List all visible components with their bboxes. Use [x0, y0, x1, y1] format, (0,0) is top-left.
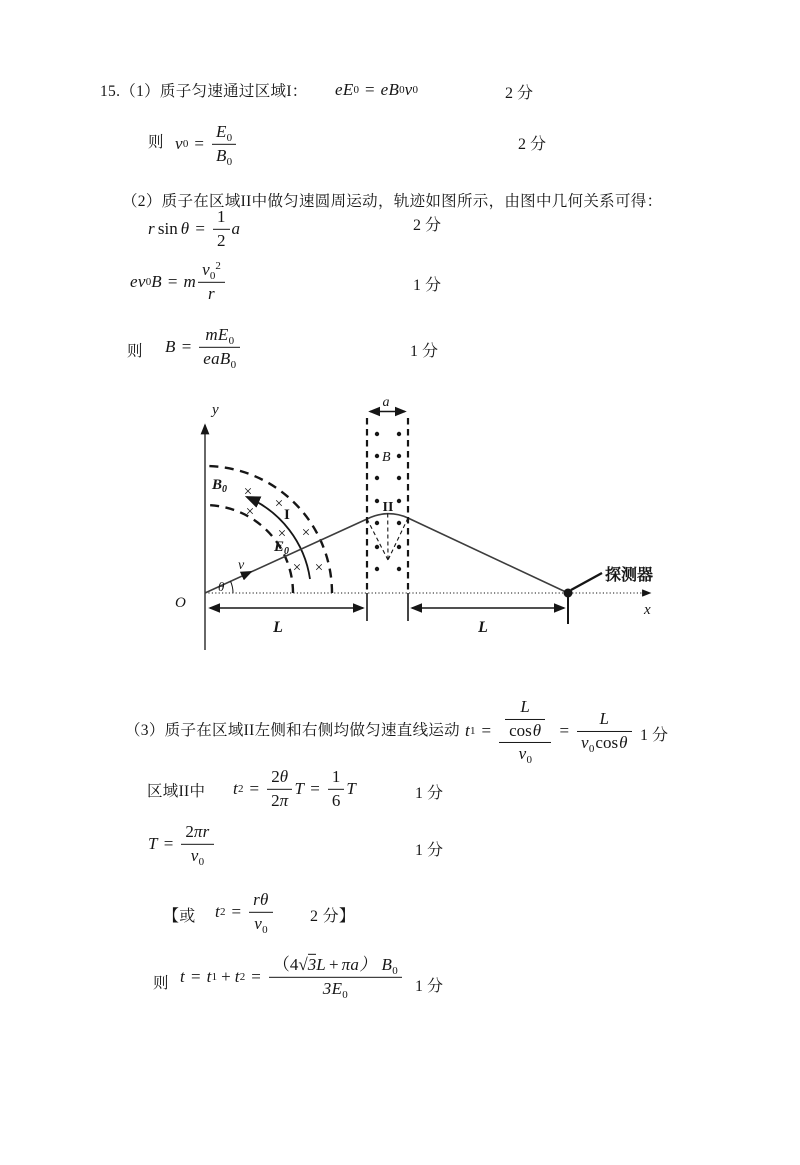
math-sub: 0	[392, 964, 398, 977]
math-token: 2	[185, 821, 194, 841]
math-sub: 0	[228, 334, 235, 347]
x-axis-label: x	[644, 602, 651, 618]
score-line4: 2 分	[413, 217, 442, 234]
math-token: t	[233, 779, 239, 798]
math-fn: cos	[595, 732, 619, 752]
formula-total-time: t = t 1 + t 2 = $\frac{(4√3L + \pi a) B_0}{3E_0}$	[180, 956, 404, 998]
region1-label: I	[284, 507, 290, 523]
math-sub: 0	[230, 358, 237, 371]
fraction	[269, 954, 402, 1001]
formula-eE0-eB0v0: eE 0 = eB 0 v 0	[335, 80, 419, 99]
math-token: t	[180, 967, 186, 986]
math-token: 3E	[322, 978, 343, 998]
cross-icon: ×	[314, 560, 324, 576]
score-line5: 1 分	[413, 277, 442, 294]
math-token: v	[190, 845, 199, 865]
math-eq: =	[191, 967, 201, 986]
math-token: ev	[130, 272, 146, 291]
cross-icon: ×	[274, 496, 284, 512]
math-sub: 0	[209, 269, 216, 282]
math-token: 3	[307, 954, 317, 974]
math-token: L	[316, 954, 326, 974]
math-token: v	[254, 913, 263, 933]
fraction	[212, 121, 236, 168]
cross-icon: ×	[245, 504, 255, 520]
physics-diagram	[165, 388, 705, 660]
cross-icon: ×	[301, 525, 311, 541]
math-sub: 0	[588, 742, 595, 755]
math-token: θ	[180, 219, 190, 238]
fraction	[213, 208, 230, 250]
math-token: t	[234, 967, 240, 986]
formula-B	[165, 324, 242, 371]
math-fn: sin	[157, 219, 178, 238]
math-eq: =	[249, 779, 260, 798]
math-token: θ	[279, 766, 289, 786]
line10-close: 2 分】	[310, 908, 356, 925]
math-token: rθ	[253, 889, 269, 909]
math-eq: =	[195, 219, 206, 238]
line3-text: （2）质子在区域II中做匀速圆周运动，轨迹如图所示，由图中几何关系可得：	[122, 193, 663, 210]
velocity-label: v	[238, 558, 245, 573]
math-sub: 0	[526, 754, 532, 767]
math-token: 2	[271, 790, 280, 810]
score-line11: 1 分	[415, 978, 444, 995]
math-token: πr	[193, 821, 210, 841]
particle-trajectory	[205, 514, 568, 593]
math-token: L	[599, 708, 610, 728]
math-token: m	[183, 272, 197, 291]
cross-icon: ×	[243, 484, 253, 500]
fraction	[199, 324, 240, 371]
math-token: t	[465, 721, 471, 740]
l-left-label: L	[273, 619, 283, 636]
cross-icon: ×	[292, 560, 302, 576]
math-token: T	[148, 834, 158, 853]
math-op: +	[328, 954, 339, 974]
score-line2: 2 分	[518, 136, 547, 153]
math-token: πa）	[341, 954, 377, 974]
math-token: （4	[272, 954, 299, 974]
b0-label: $B_0$	[212, 477, 228, 495]
math-sup: 2	[215, 259, 221, 272]
math-token: E	[215, 121, 227, 141]
detector-label: 探测器	[605, 567, 654, 584]
line11-label: 则	[153, 975, 169, 992]
score-line8: 1 分	[415, 785, 444, 802]
score-line9: 1 分	[415, 842, 444, 859]
math-token: eE	[335, 80, 354, 99]
math-token: eB	[380, 80, 400, 99]
detector-pointer-line	[571, 573, 602, 590]
fraction	[267, 768, 292, 810]
math-eq: =	[365, 80, 375, 99]
math-sub: 0	[342, 988, 348, 1001]
math-token: T	[294, 779, 305, 798]
math-fn: cos	[509, 720, 532, 740]
math-eq: =	[163, 834, 174, 853]
a-width-label: a	[382, 395, 390, 410]
line6-label: 则	[127, 343, 143, 360]
formula-t1: t 1 = $\frac{\frac{L}{\cos\theta}}{v_0}$ = $\frac{L}{v_0\cos\theta}$	[465, 698, 634, 764]
math-den: 6	[331, 790, 341, 810]
math-token: 2	[271, 766, 280, 786]
math-eq: =	[181, 337, 192, 356]
math-sub: 0	[226, 131, 233, 144]
line7-text: （3）质子在区域II左侧和右侧均做匀速直线运动	[125, 722, 460, 739]
formula-t2: t 2 = $\frac{2\theta}{2\pi}$ T = $\frac{1}{6}$ T	[233, 766, 357, 810]
math-token: θ	[619, 732, 628, 752]
math-eq: =	[310, 779, 320, 798]
formula-v0: v 0 = $\frac{E_0}{B_0}$	[175, 123, 238, 165]
math-token: t	[215, 902, 221, 921]
math-token: v	[404, 80, 413, 99]
origin-label: O	[175, 595, 186, 611]
score-line7: 1 分	[640, 727, 669, 744]
math-den: 2	[217, 230, 226, 250]
math-token: mE	[205, 324, 229, 344]
math-token: a	[231, 219, 241, 238]
math-num: 1	[213, 208, 230, 230]
line2-label: 则	[148, 134, 164, 151]
fraction	[577, 708, 632, 755]
math-token: t	[206, 967, 212, 986]
math-token: eaB	[203, 348, 231, 368]
math-eq: =	[167, 272, 178, 291]
math-token: v	[175, 134, 183, 153]
math-token: π	[279, 790, 289, 810]
fraction	[328, 768, 345, 810]
math-eq: =	[231, 902, 242, 921]
math-token: v	[518, 744, 527, 764]
fraction	[249, 889, 273, 936]
math-sub: 0	[262, 923, 268, 936]
score-line1: 2 分	[505, 85, 534, 102]
cross-field-marks	[244, 484, 323, 576]
fraction	[181, 821, 213, 868]
math-sub: 0	[226, 155, 233, 168]
math-token: B	[151, 272, 162, 291]
math-eq: =	[481, 721, 492, 740]
formula-ev0B: ev 0 B = m $\frac{v_0^2}{r}$	[130, 261, 227, 303]
radical-icon: √	[298, 954, 308, 974]
math-token: B	[381, 954, 393, 974]
math-token: r	[148, 219, 155, 238]
geometry-triangle	[367, 514, 408, 561]
fraction	[499, 696, 551, 767]
math-op: +	[221, 967, 231, 986]
math-eq: =	[251, 967, 261, 986]
cross-icon: ×	[277, 526, 287, 542]
math-token: r	[208, 283, 215, 303]
math-token: v	[202, 259, 210, 279]
line1-label: 15.（1）质子匀速通过区域I：	[100, 83, 308, 100]
math-token: B	[215, 145, 227, 165]
line10-open: 【或	[163, 908, 196, 925]
y-axis-label: y	[212, 402, 219, 418]
formula-rsin	[148, 208, 240, 250]
theta-label: θ	[218, 579, 225, 594]
formula-T	[148, 821, 216, 868]
math-token: T	[346, 779, 357, 798]
math-token: L	[520, 696, 531, 716]
math-token: v	[581, 732, 589, 752]
region2-label: II	[382, 500, 394, 515]
math-eq: =	[194, 134, 204, 153]
l-right-label: L	[478, 619, 488, 636]
theta-angle-arc	[230, 581, 233, 593]
line8-label: 区域II中	[147, 783, 206, 800]
math-token: B	[165, 337, 176, 356]
math-token: θ	[532, 720, 542, 740]
math-num: 1	[328, 768, 345, 790]
math-eq: =	[559, 721, 570, 740]
e0-label: $E_0$	[274, 539, 290, 557]
math-sub: 0	[198, 855, 205, 868]
score-line6: 1 分	[410, 343, 439, 360]
fraction	[505, 698, 545, 740]
formula-t2-alt: t 2 = $\frac{r\theta}{v_0}$	[215, 891, 275, 933]
fraction	[198, 261, 225, 303]
strip-b-label: B	[382, 450, 391, 465]
